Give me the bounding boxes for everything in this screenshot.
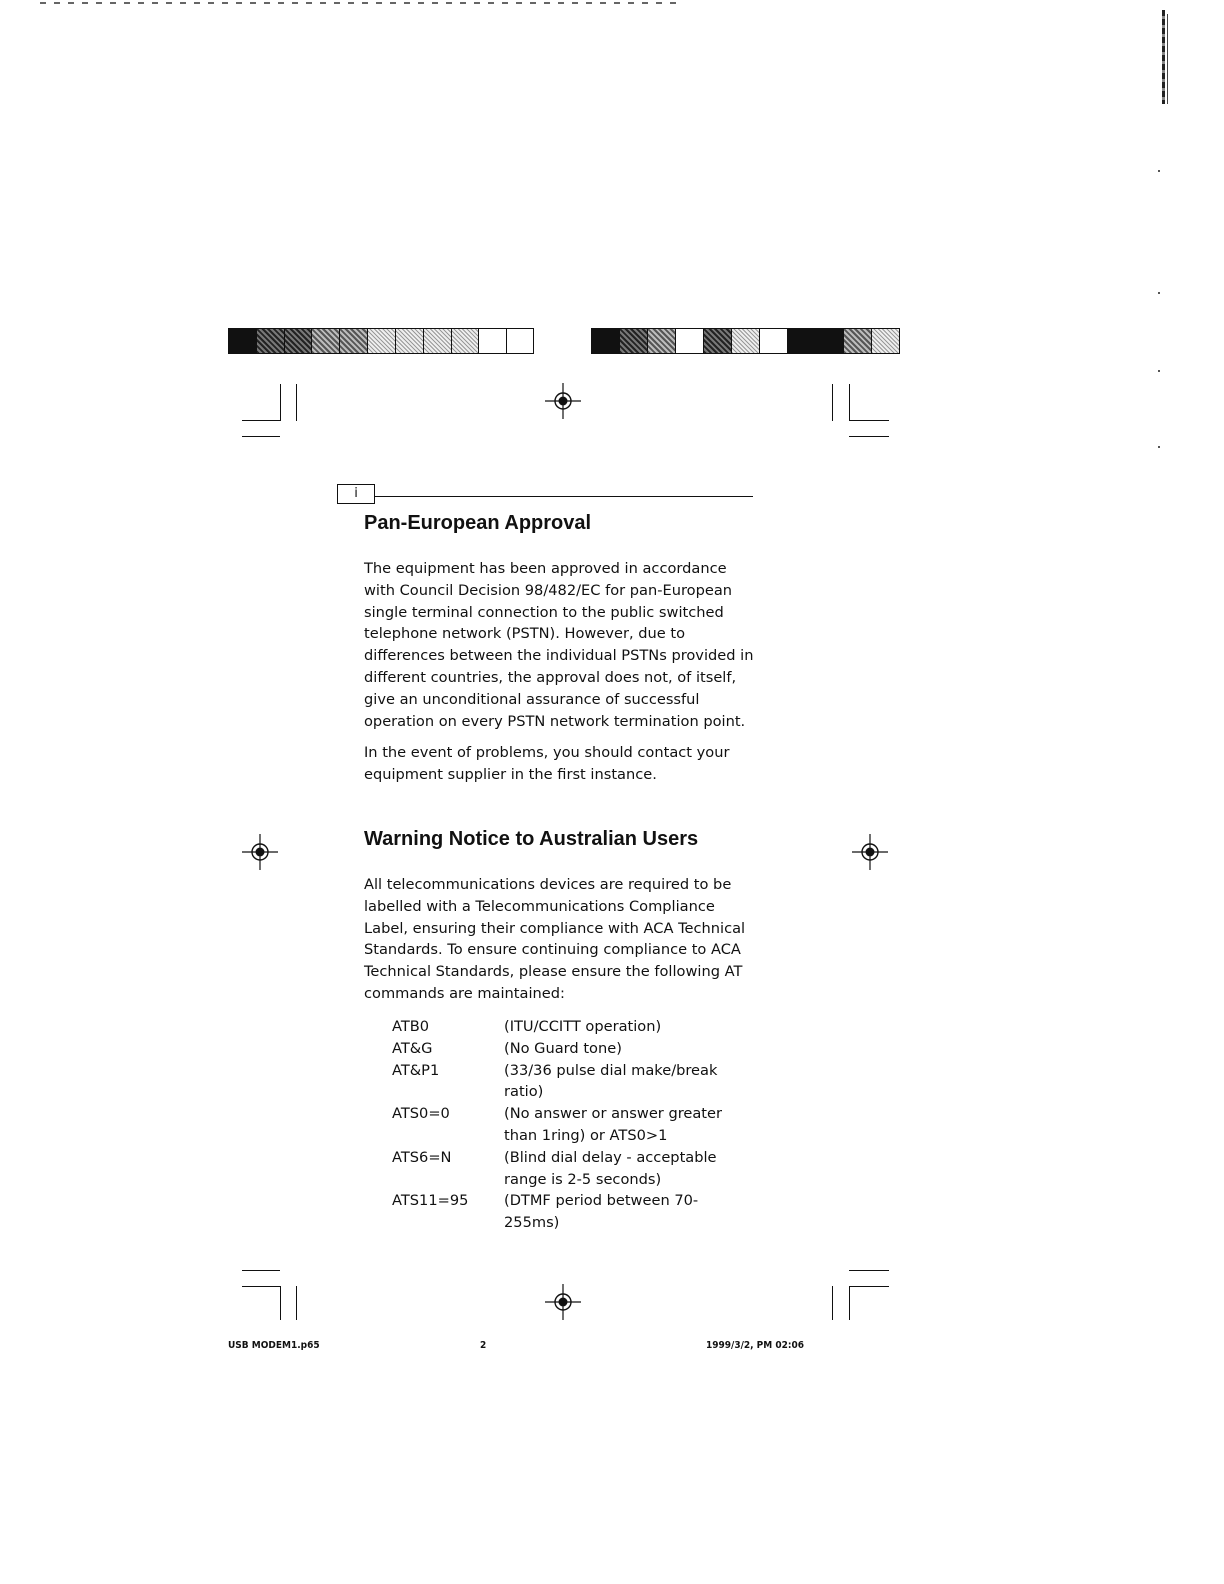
at-command-name: ATB0 bbox=[392, 1018, 430, 1035]
at-command-name: AT&G bbox=[392, 1039, 433, 1057]
at-command-description: (33/36 pulse dial make/break ratio) bbox=[504, 1061, 718, 1101]
at-command-description: (Blind dial delay - acceptable range is 2-5 seconds) bbox=[504, 1148, 717, 1188]
heading-warning-australian-users: Warning Notice to Australian Users bbox=[364, 828, 699, 850]
heading-pan-european-approval: Pan-European Approval bbox=[364, 512, 592, 534]
scan-speck bbox=[1158, 292, 1160, 294]
scan-speck bbox=[1158, 170, 1160, 172]
section-pan-european-body bbox=[364, 558, 756, 786]
at-command-description: (ITU/CCITT operation) bbox=[504, 1018, 662, 1035]
at-command-row bbox=[392, 1038, 762, 1060]
at-command-description: (No Guard tone) bbox=[504, 1039, 622, 1057]
scan-speck bbox=[1158, 446, 1160, 448]
paragraph: The equipment has been approved in accordance with Council Decision 98/482/EC for pan-European single terminal connection to the public switched telephone network (PSTN). However, due to differences between the individual PSTNs provided in different countries, the approval does not, of itself, give an unconditional assurance of successful operation on every PSTN network termination point. bbox=[364, 560, 754, 730]
at-command-table bbox=[392, 1016, 762, 1234]
at-command-name: ATS0=0 bbox=[392, 1105, 450, 1123]
footer-timestamp: 1999/3/2, PM 02:06 bbox=[706, 1340, 804, 1351]
at-command-row bbox=[392, 1016, 762, 1038]
scan-noise-top bbox=[40, 2, 680, 4]
at-command-row bbox=[392, 1103, 762, 1147]
section-australian-body bbox=[364, 874, 752, 1005]
scan-edge-right-2 bbox=[1167, 14, 1168, 104]
footer-page-number: 2 bbox=[480, 1340, 487, 1351]
registration-mark-bottom bbox=[545, 1284, 581, 1320]
paragraph: In the event of problems, you should contact your equipment supplier in the first instance. bbox=[364, 744, 730, 784]
at-command-description: (No answer or answer greater than 1ring) or ATS0>1 bbox=[504, 1105, 723, 1144]
footer-file-name: USB MODEM1.p65 bbox=[228, 1340, 320, 1351]
paragraph: All telecommunications devices are required to be labelled with a Telecommunications Compliance Label, ensuring their compliance with ACA Technical Standards. To ensure continuing compliance to ACA Technical Standards, please ensure the following AT commands are maintained: bbox=[364, 876, 746, 1002]
color-calibration-bar-right bbox=[591, 328, 900, 354]
registration-mark-left bbox=[242, 834, 278, 870]
at-command-name: ATS6=N bbox=[392, 1148, 452, 1166]
at-command-description: (DTMF period between 70-255ms) bbox=[504, 1192, 699, 1232]
registration-mark-right bbox=[852, 834, 888, 870]
at-command-row bbox=[392, 1190, 762, 1234]
section-rule bbox=[375, 496, 753, 497]
scan-speck bbox=[1158, 370, 1160, 372]
at-command-name: AT&P1 bbox=[392, 1061, 440, 1079]
registration-mark-top bbox=[545, 383, 581, 419]
scan-edge-right bbox=[1162, 10, 1165, 104]
section-marker-box: i bbox=[337, 484, 375, 504]
at-command-row bbox=[392, 1147, 762, 1191]
color-calibration-bar-left bbox=[228, 328, 534, 354]
at-command-name: ATS11=95 bbox=[392, 1192, 469, 1210]
at-command-row bbox=[392, 1060, 762, 1104]
